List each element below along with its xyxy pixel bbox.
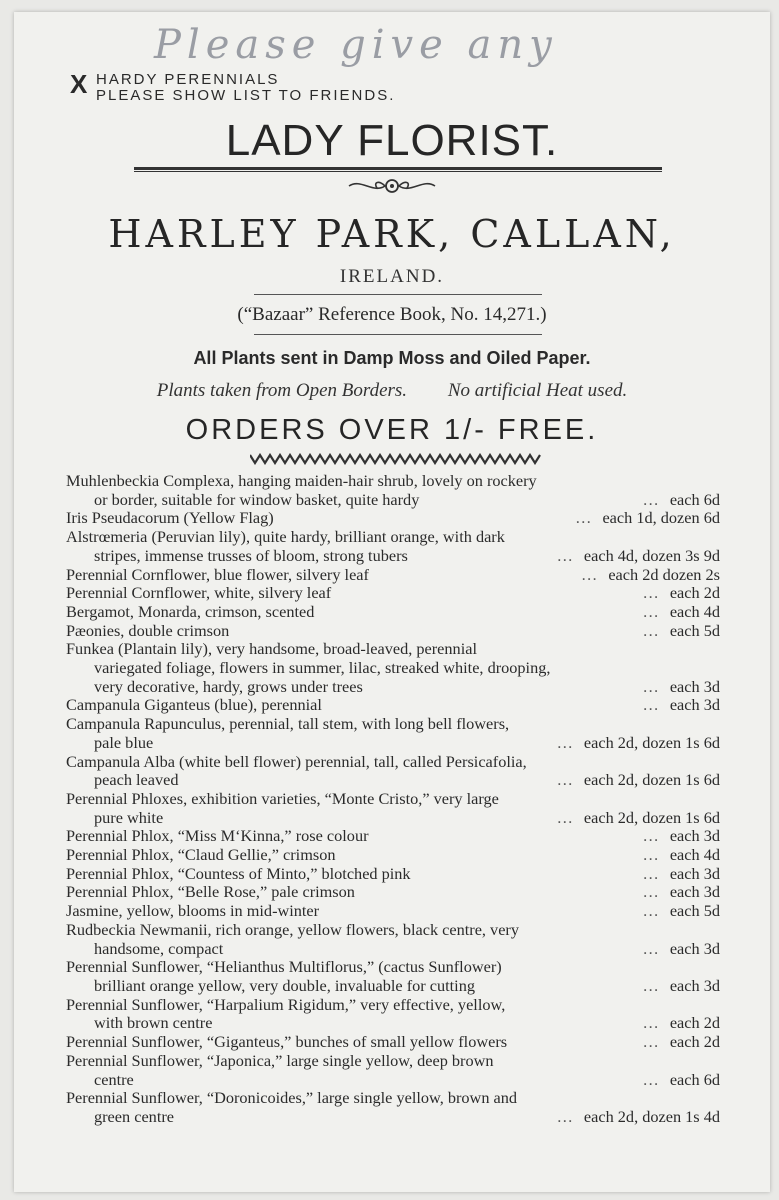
plant-price: each 3d xyxy=(669,975,720,995)
list-item xyxy=(66,566,720,585)
plant-description: Alstrœmeria (Peruvian lily), quite hardy, brilliant orange, with dark xyxy=(66,527,505,547)
header-line-2: PLEASE SHOW LIST TO FRIENDS. xyxy=(96,87,396,104)
plant-price: each 2d xyxy=(669,583,720,603)
plant-list xyxy=(66,472,720,1127)
plant-description: Campanula Giganteus (blue), perennial xyxy=(66,695,322,715)
plant-price: each 3d xyxy=(669,695,720,715)
plant-price: each 2d, dozen 1s 6d xyxy=(583,807,720,827)
list-item xyxy=(66,1089,720,1108)
list-item xyxy=(66,827,720,846)
title-rule-thin xyxy=(134,171,662,172)
list-item xyxy=(66,883,720,902)
list-item xyxy=(66,940,720,959)
packing-note: All Plants sent in Damp Moss and Oiled Paper. xyxy=(193,348,591,368)
leader-dots: … xyxy=(642,1032,664,1052)
header-line-1: HARDY PERENNIALS xyxy=(96,71,280,88)
plant-description: Perennial Cornflower, blue flower, silvery leaf xyxy=(66,564,369,584)
plant-description: Campanula Alba (white bell flower) perennial, tall, called Persicafolia, xyxy=(66,751,527,771)
leader-dots: … xyxy=(575,508,597,528)
divider-top xyxy=(254,294,542,295)
list-item xyxy=(66,996,720,1015)
plant-price: each 5d xyxy=(669,620,720,640)
plant-description: Perennial Phloxes, exhibition varieties, “Monte Cristo,” very large xyxy=(66,788,499,808)
list-item xyxy=(66,846,720,865)
leader-dots: … xyxy=(642,583,664,603)
plant-description: Perennial Sunflower, “Doronicoides,” large single yellow, brown and xyxy=(66,1088,518,1108)
list-item xyxy=(66,921,720,940)
plant-description: Perennial Phlox, “Claud Gellie,” crimson xyxy=(66,845,336,865)
list-item xyxy=(66,696,720,715)
plant-price: each 6d xyxy=(669,1069,720,1089)
plant-price: each 2d xyxy=(669,1032,720,1052)
list-item xyxy=(66,659,720,678)
plant-description: pure white xyxy=(94,807,164,827)
leader-dots: … xyxy=(556,770,578,790)
list-item xyxy=(66,977,720,996)
leader-dots: … xyxy=(642,882,664,902)
divider-bottom xyxy=(254,334,542,335)
country-label: IRELAND. xyxy=(339,266,445,287)
plant-price: each 5d xyxy=(669,901,720,921)
plant-description: Funkea (Plantain lily), very handsome, broad-leaved, perennial xyxy=(66,639,477,659)
list-item xyxy=(66,958,720,977)
title-rule xyxy=(134,167,662,170)
leader-dots: … xyxy=(642,1013,664,1033)
list-item xyxy=(66,528,720,547)
plant-price: each 4d xyxy=(669,845,720,865)
orders-heading: ORDERS OVER 1/- FREE. xyxy=(185,414,599,446)
x-mark: X xyxy=(70,69,88,99)
leader-dots: … xyxy=(642,975,664,995)
leader-dots: … xyxy=(556,732,578,752)
plant-description: Perennial Phlox, “Miss M‘Kinna,” rose colour xyxy=(66,826,369,846)
growing-note-left: Plants taken from Open Borders. xyxy=(156,380,408,401)
plant-price: each 6d xyxy=(669,489,720,509)
plant-price: each 2d xyxy=(669,1013,720,1033)
list-item xyxy=(66,771,720,790)
leader-dots: … xyxy=(642,676,664,696)
leader-dots: … xyxy=(642,901,664,921)
plant-description: variegated foliage, flowers in summer, lilac, streaked white, drooping, xyxy=(94,658,551,678)
plant-description: stripes, immense trusses of bloom, strong tubers xyxy=(94,545,408,565)
plant-description: pale blue xyxy=(94,732,154,752)
list-item xyxy=(66,902,720,921)
leader-dots: … xyxy=(642,845,664,865)
plant-description: Perennial Sunflower, “Harpalium Rigidum,” very effective, yellow, xyxy=(66,994,506,1014)
plant-description: Pæonies, double crimson xyxy=(66,620,230,640)
list-item xyxy=(66,790,720,809)
page-title: LADY FLORIST. xyxy=(225,116,559,165)
plant-description: Iris Pseudacorum (Yellow Flag) xyxy=(66,508,274,528)
header-notice xyxy=(70,69,396,104)
list-item xyxy=(66,603,720,622)
list-item xyxy=(66,1071,720,1090)
plant-description: Perennial Sunflower, “Japonica,” large single yellow, deep brown xyxy=(66,1050,494,1070)
plant-price: each 4d xyxy=(669,601,720,621)
plant-price: each 3d xyxy=(669,676,720,696)
list-item xyxy=(66,865,720,884)
plant-price: each 2d dozen 2s xyxy=(608,564,720,584)
growing-notes xyxy=(14,380,770,402)
leader-dots: … xyxy=(581,564,603,584)
plant-price: each 1d, dozen 6d xyxy=(602,508,720,528)
plant-price: each 2d, dozen 1s 6d xyxy=(583,732,720,752)
leader-dots: … xyxy=(556,1106,578,1126)
plant-description: Campanula Rapunculus, perennial, tall stem, with long bell flowers, xyxy=(66,714,510,734)
plant-description: Perennial Phlox, “Belle Rose,” pale crimson xyxy=(66,882,355,902)
plant-description: very decorative, hardy, grows under trees xyxy=(94,676,363,696)
leader-dots: … xyxy=(642,620,664,640)
location-heading: HARLEY PARK, CALLAN, xyxy=(108,212,676,256)
plant-description: centre xyxy=(94,1069,134,1089)
list-item xyxy=(66,640,720,659)
list-item xyxy=(66,472,720,491)
leader-dots: … xyxy=(642,601,664,621)
leader-dots: … xyxy=(556,807,578,827)
growing-note-right: No artificial Heat used. xyxy=(447,380,628,401)
plant-description: peach leaved xyxy=(94,770,179,790)
ornament-icon xyxy=(14,176,770,201)
list-item xyxy=(66,584,720,603)
plant-description: Perennial Cornflower, white, silvery leaf xyxy=(66,583,332,603)
plant-description: Perennial Sunflower, “Helianthus Multiflorus,” (cactus Sunflower) xyxy=(66,957,502,977)
plant-price: each 3d xyxy=(669,938,720,958)
plant-description: with brown centre xyxy=(94,1013,213,1033)
list-item xyxy=(66,809,720,828)
list-item xyxy=(66,715,720,734)
list-item xyxy=(66,1052,720,1071)
plant-price: each 2d, dozen 1s 6d xyxy=(583,770,720,790)
leader-dots: … xyxy=(642,489,664,509)
leader-dots: … xyxy=(642,695,664,715)
plant-description: Jasmine, yellow, blooms in mid-winter xyxy=(66,901,320,921)
leader-dots: … xyxy=(556,545,578,565)
list-item xyxy=(66,753,720,772)
plant-price: each 4d, dozen 3s 9d xyxy=(583,545,720,565)
flyer-sheet xyxy=(14,12,770,1192)
list-item xyxy=(66,1014,720,1033)
list-item xyxy=(66,491,720,510)
list-item xyxy=(66,1033,720,1052)
plant-price: each 2d, dozen 1s 4d xyxy=(583,1106,720,1126)
list-item xyxy=(66,734,720,753)
leader-dots: … xyxy=(642,938,664,958)
plant-description: Muhlenbeckia Complexa, hanging maiden-hair shrub, lovely on rockery xyxy=(66,471,537,490)
handwritten-note: Please give any xyxy=(154,22,558,68)
plant-price: each 3d xyxy=(669,826,720,846)
leader-dots: … xyxy=(642,1069,664,1089)
list-item xyxy=(66,547,720,566)
list-item xyxy=(66,509,720,528)
leader-dots: … xyxy=(642,863,664,883)
list-item xyxy=(66,678,720,697)
plant-description: Perennial Sunflower, “Giganteus,” bunches of small yellow flowers xyxy=(66,1032,508,1052)
plant-description: Perennial Phlox, “Countess of Minto,” blotched pink xyxy=(66,863,411,883)
leader-dots: … xyxy=(642,826,664,846)
reference-line: (“Bazaar” Reference Book, No. 14,271.) xyxy=(237,304,547,325)
plant-description: handsome, compact xyxy=(94,938,224,958)
plant-description: or border, suitable for window basket, quite hardy xyxy=(94,489,420,509)
plant-price: each 3d xyxy=(669,882,720,902)
plant-description: green centre xyxy=(94,1106,174,1126)
plant-description: brilliant orange yellow, very double, invaluable for cutting xyxy=(94,975,475,995)
list-item xyxy=(66,1108,720,1127)
plant-price: each 3d xyxy=(669,863,720,883)
plant-description: Rudbeckia Newmanii, rich orange, yellow flowers, black centre, very xyxy=(66,919,519,939)
list-item xyxy=(66,622,720,641)
plant-description: Bergamot, Monarda, crimson, scented xyxy=(66,601,315,621)
zigzag-ornament-icon xyxy=(250,452,542,470)
